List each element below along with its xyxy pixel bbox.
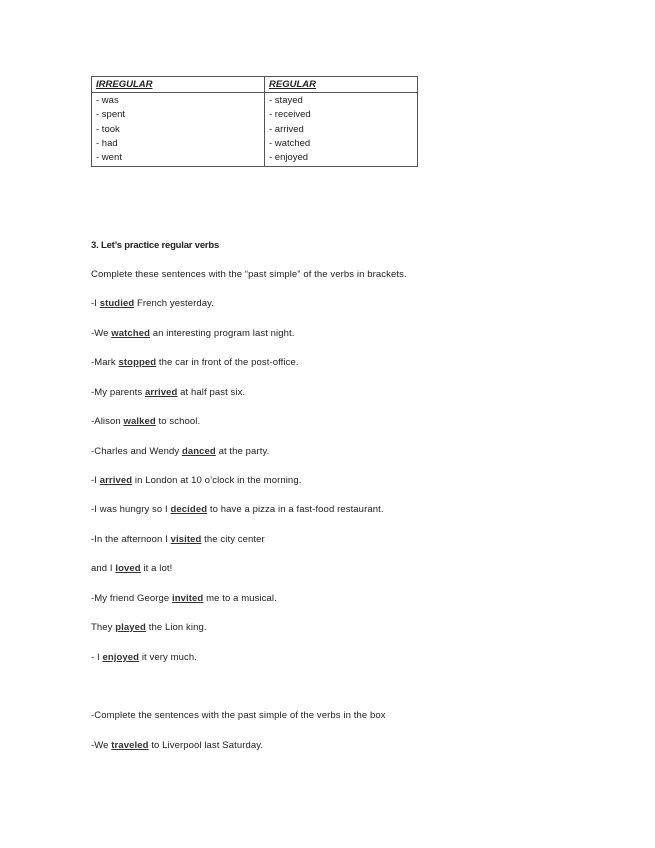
- sentence: [91, 416, 200, 427]
- sentence: [91, 298, 214, 309]
- sentence-start: -In the afternoon I: [91, 534, 171, 545]
- sentence-start: -Charles and Wendy: [91, 446, 182, 457]
- sentence: [91, 534, 265, 545]
- sentence-start: and I: [91, 563, 116, 574]
- sentence-start: -My friend George: [91, 593, 172, 604]
- irregular-verbs-cell: [92, 93, 265, 167]
- sentence-end: to school.: [155, 416, 201, 427]
- sentence-end: it very much.: [139, 652, 197, 663]
- sentence: [91, 387, 245, 398]
- irregular-verb: - went: [96, 152, 122, 164]
- answer-word: arrived: [145, 387, 178, 398]
- answer-word: decided: [170, 504, 208, 515]
- sentence-start: -Alison: [91, 416, 124, 427]
- regular-header: REGULAR: [265, 77, 418, 93]
- sentence-end: French yesterday.: [134, 298, 215, 309]
- instruction-box-verbs: -Complete the sentences with the past simple of the verbs in the box: [91, 710, 386, 721]
- sentence-end: to Liverpool last Saturday.: [148, 740, 264, 751]
- sentence-end: at half past six.: [177, 387, 246, 398]
- verb-table: [91, 76, 418, 167]
- sentence-start: -I was hungry so I: [91, 504, 171, 515]
- sentence-start: -I: [91, 475, 100, 486]
- sentence-start: -Mark: [91, 357, 119, 368]
- answer-word: invited: [172, 593, 204, 604]
- sentence: [91, 593, 277, 604]
- answer-word: arrived: [99, 475, 133, 486]
- answer-word: visited: [170, 534, 202, 545]
- instruction: Complete these sentences with the “past simple” of the verbs in brackets.: [91, 269, 407, 280]
- sentence-end: it a lot!: [140, 563, 173, 574]
- sentence-end: the city center: [201, 534, 265, 545]
- sentence-end: an interesting program last night.: [150, 328, 295, 339]
- answer-word: watched: [111, 328, 151, 339]
- sentence: [91, 563, 172, 574]
- regular-verb: - arrived: [269, 123, 304, 135]
- answer-word: studied: [99, 298, 135, 309]
- table-header-row: [92, 77, 418, 93]
- regular-verbs-cell: [265, 93, 418, 167]
- sentence-end: in London at 10 o’clock in the morning.: [132, 475, 302, 486]
- sentence: [91, 475, 301, 486]
- sentence-start: - I: [91, 652, 103, 663]
- sentence-end: the Lion king.: [145, 622, 207, 633]
- sentence-end: at the party.: [215, 446, 270, 457]
- sentence: [91, 740, 263, 751]
- regular-verb: - stayed: [269, 95, 303, 107]
- answer-word: danced: [181, 446, 216, 457]
- sentence-end: to have a pizza in a fast-food restaurant.: [207, 504, 384, 515]
- irregular-header: IRREGULAR: [92, 77, 265, 93]
- irregular-verb: - took: [96, 123, 120, 135]
- regular-verb: - watched: [269, 137, 311, 149]
- sentence-end: me to a musical.: [203, 593, 277, 604]
- irregular-verb: - had: [96, 137, 118, 149]
- sentence-start: They: [91, 622, 116, 633]
- answer-word: stopped: [118, 357, 157, 368]
- sentence: [91, 328, 295, 339]
- irregular-verb: - was: [96, 95, 119, 107]
- sentence-start: -We: [91, 740, 112, 751]
- sentence-start: -I: [91, 298, 100, 309]
- answer-word: walked: [123, 416, 156, 427]
- irregular-verb: - spent: [96, 109, 126, 121]
- sentence: [91, 446, 269, 457]
- regular-verb: - enjoyed: [269, 152, 309, 164]
- answer-word: loved: [115, 563, 141, 574]
- sentence: [91, 652, 197, 663]
- sentence-start: -We: [91, 328, 112, 339]
- table-row: [92, 93, 418, 167]
- answer-word: played: [115, 622, 146, 633]
- sentence: [91, 622, 207, 633]
- sentence: [91, 357, 299, 368]
- section-title: 3. Let’s practice regular verbs: [91, 240, 220, 251]
- answer-word: traveled: [111, 740, 149, 751]
- answer-word: enjoyed: [102, 652, 140, 663]
- regular-verb: - received: [269, 109, 311, 121]
- sentence-start: -My parents: [91, 387, 145, 398]
- sentence-end: the car in front of the post-office.: [156, 357, 299, 368]
- sentence: [91, 504, 384, 515]
